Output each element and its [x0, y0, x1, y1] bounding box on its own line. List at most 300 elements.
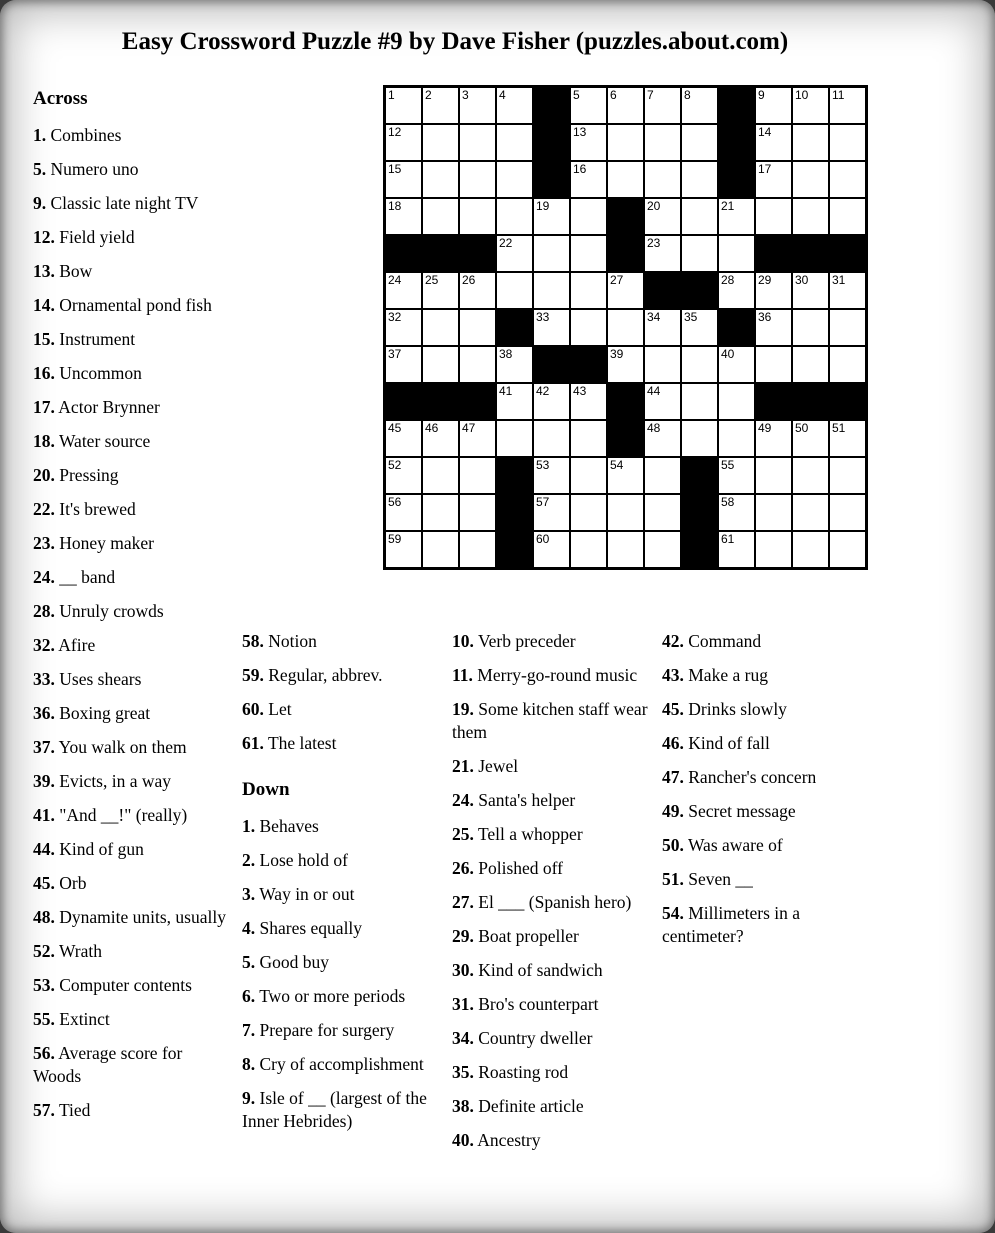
grid-cell[interactable]	[682, 236, 717, 271]
grid-cell[interactable]	[534, 532, 569, 567]
cell-number: 23	[647, 236, 661, 250]
clue-down-29	[452, 925, 659, 948]
grid-cell[interactable]	[534, 199, 569, 234]
cell-number: 47	[462, 421, 476, 435]
clue-text: Bro's counterpart	[478, 994, 599, 1014]
clue-text: Evicts, in a way	[59, 771, 172, 791]
clue-across-14	[33, 294, 233, 317]
clue-text: Afire	[58, 635, 96, 655]
black-cell	[460, 384, 495, 419]
grid-cell[interactable]	[645, 236, 680, 271]
clue-down-31	[452, 993, 659, 1016]
clue-number: 28.	[33, 601, 55, 621]
grid-cell[interactable]	[460, 310, 495, 345]
grid-cell[interactable]	[645, 384, 680, 419]
clue-number: 46.	[662, 733, 684, 753]
grid-cell[interactable]	[571, 384, 606, 419]
grid-cell[interactable]	[756, 199, 791, 234]
grid-cell[interactable]	[830, 347, 865, 382]
clue-number: 31.	[452, 994, 474, 1014]
clue-number: 14.	[33, 295, 55, 315]
cell-number: 37	[388, 347, 402, 361]
clue-down-7	[242, 1019, 433, 1042]
clue-across-41	[33, 804, 233, 827]
grid-cell[interactable]	[460, 495, 495, 530]
grid-cell[interactable]	[608, 495, 643, 530]
grid-cell[interactable]	[571, 495, 606, 530]
grid-cell[interactable]	[571, 162, 606, 197]
grid-cell[interactable]	[386, 495, 421, 530]
grid-cell[interactable]	[645, 495, 680, 530]
grid-cell[interactable]	[756, 421, 791, 456]
clue-across-61	[242, 732, 433, 755]
clue-text: Cry of accomplishment	[259, 1054, 424, 1074]
grid-cell[interactable]	[830, 125, 865, 160]
grid-cell[interactable]	[423, 125, 458, 160]
black-cell	[534, 347, 569, 382]
grid-cell[interactable]	[386, 458, 421, 493]
grid-cell[interactable]	[793, 310, 828, 345]
grid-cell[interactable]	[756, 495, 791, 530]
grid-cell[interactable]	[756, 88, 791, 123]
black-cell	[719, 88, 754, 123]
grid-cell[interactable]	[423, 310, 458, 345]
black-cell	[534, 125, 569, 160]
black-cell	[830, 384, 865, 419]
grid-cell[interactable]	[645, 458, 680, 493]
clue-text: Let	[268, 699, 292, 719]
grid-cell[interactable]	[497, 421, 532, 456]
grid-cell[interactable]	[645, 532, 680, 567]
clue-down-50	[662, 834, 869, 857]
black-cell	[682, 495, 717, 530]
clue-text: Wrath	[58, 941, 102, 961]
clue-number: 12.	[33, 227, 55, 247]
grid-cell[interactable]	[423, 162, 458, 197]
clue-text: Numero uno	[50, 159, 139, 179]
clues-column-across	[33, 88, 233, 1133]
clue-text: Country dweller	[478, 1028, 593, 1048]
grid-cell[interactable]	[497, 384, 532, 419]
clue-across-17	[33, 396, 233, 419]
grid-cell[interactable]	[682, 310, 717, 345]
clue-down-10	[452, 630, 659, 653]
clue-text: Make a rug	[688, 665, 768, 685]
clue-down-9	[242, 1087, 433, 1133]
clue-across-15	[33, 328, 233, 351]
grid-cell[interactable]	[793, 162, 828, 197]
clue-text: Classic late night TV	[50, 193, 199, 213]
grid-cell[interactable]	[682, 384, 717, 419]
grid-cell[interactable]	[386, 125, 421, 160]
clue-down-26	[452, 857, 659, 880]
clue-across-52	[33, 940, 233, 963]
cell-number: 48	[647, 421, 661, 435]
clue-number: 34.	[452, 1028, 474, 1048]
grid-cell[interactable]	[534, 421, 569, 456]
cell-number: 45	[388, 421, 402, 435]
crossword-grid	[383, 85, 868, 570]
clue-across-60	[242, 698, 433, 721]
cell-number: 33	[536, 310, 550, 324]
cell-number: 59	[388, 532, 402, 546]
grid-cell[interactable]	[830, 199, 865, 234]
grid-cell[interactable]	[423, 347, 458, 382]
grid-cell[interactable]	[608, 310, 643, 345]
grid-cell[interactable]	[423, 458, 458, 493]
black-cell	[645, 273, 680, 308]
grid-cell[interactable]	[756, 458, 791, 493]
grid-cell[interactable]	[793, 125, 828, 160]
clue-across-39	[33, 770, 233, 793]
grid-cell[interactable]	[608, 162, 643, 197]
clue-number: 33.	[33, 669, 55, 689]
grid-cell[interactable]	[830, 458, 865, 493]
grid-cell[interactable]	[460, 162, 495, 197]
grid-cell[interactable]	[719, 421, 754, 456]
grid-cell[interactable]	[682, 347, 717, 382]
grid-cell[interactable]	[423, 421, 458, 456]
grid-cell[interactable]	[571, 125, 606, 160]
cell-number: 38	[499, 347, 513, 361]
black-cell	[793, 236, 828, 271]
cell-number: 61	[721, 532, 735, 546]
cell-number: 1	[388, 88, 395, 102]
grid-cell[interactable]	[645, 199, 680, 234]
clue-number: 40.	[452, 1130, 474, 1150]
clue-number: 51.	[662, 869, 684, 889]
grid-cell[interactable]	[793, 88, 828, 123]
cell-number: 39	[610, 347, 624, 361]
grid-cell[interactable]	[682, 125, 717, 160]
clue-number: 45.	[33, 873, 55, 893]
cell-number: 20	[647, 199, 661, 213]
grid-cell[interactable]	[423, 273, 458, 308]
cell-number: 57	[536, 495, 550, 509]
grid-cell[interactable]	[682, 162, 717, 197]
grid-cell[interactable]	[830, 532, 865, 567]
grid-cell[interactable]	[756, 532, 791, 567]
grid-cell[interactable]	[497, 273, 532, 308]
clue-down-43	[662, 664, 869, 687]
grid-cell[interactable]	[571, 532, 606, 567]
black-cell	[756, 384, 791, 419]
clue-number: 9.	[33, 193, 47, 213]
cell-number: 3	[462, 88, 469, 102]
grid-cell[interactable]	[645, 125, 680, 160]
cell-number: 12	[388, 125, 402, 139]
grid-cell[interactable]	[534, 495, 569, 530]
grid-cell[interactable]	[460, 125, 495, 160]
grid-cell[interactable]	[571, 199, 606, 234]
clue-down-40	[452, 1129, 659, 1152]
clue-across-58	[242, 630, 433, 653]
grid-cell[interactable]	[719, 199, 754, 234]
clue-text: Lose hold of	[259, 850, 348, 870]
clue-number: 52.	[33, 941, 55, 961]
grid-cell[interactable]	[719, 495, 754, 530]
clue-number: 3.	[242, 884, 256, 904]
clue-number: 39.	[33, 771, 55, 791]
grid-cell[interactable]	[793, 495, 828, 530]
cell-number: 5	[573, 88, 580, 102]
grid-cell[interactable]	[386, 199, 421, 234]
grid-cell[interactable]	[682, 88, 717, 123]
clue-text: Kind of gun	[59, 839, 144, 859]
grid-cell[interactable]	[645, 347, 680, 382]
grid-cell[interactable]	[460, 421, 495, 456]
clue-number: 8.	[242, 1054, 256, 1074]
black-cell	[608, 199, 643, 234]
grid-cell[interactable]	[460, 199, 495, 234]
grid-cell[interactable]	[608, 125, 643, 160]
grid-cell[interactable]	[497, 199, 532, 234]
cell-number: 44	[647, 384, 661, 398]
grid-cell[interactable]	[386, 273, 421, 308]
grid-cell[interactable]	[793, 458, 828, 493]
clue-text: Boat propeller	[478, 926, 579, 946]
black-cell	[719, 310, 754, 345]
clue-number: 10.	[452, 631, 474, 651]
clue-text: Isle of __ (largest of the Inner Hebrides)	[242, 1088, 427, 1131]
clue-across-37	[33, 736, 233, 759]
grid-cell[interactable]	[608, 458, 643, 493]
black-cell	[497, 532, 532, 567]
grid-cell[interactable]	[793, 273, 828, 308]
clue-number: 13.	[33, 261, 55, 281]
black-cell	[497, 310, 532, 345]
cell-number: 52	[388, 458, 402, 472]
clue-across-57	[33, 1099, 233, 1122]
clue-down-35	[452, 1061, 659, 1084]
clues-column-down-middle	[452, 630, 659, 1163]
black-cell	[756, 236, 791, 271]
grid-cell[interactable]	[571, 421, 606, 456]
cell-number: 31	[832, 273, 846, 287]
grid-cell[interactable]	[645, 162, 680, 197]
clue-text: Millimeters in a centimeter?	[662, 903, 801, 946]
clue-down-51	[662, 868, 869, 891]
grid-cell[interactable]	[756, 162, 791, 197]
clue-across-32	[33, 634, 233, 657]
grid-cell[interactable]	[793, 347, 828, 382]
clue-text: Prepare for surgery	[259, 1020, 395, 1040]
cell-number: 30	[795, 273, 809, 287]
grid-cell[interactable]	[497, 347, 532, 382]
grid-cell[interactable]	[830, 162, 865, 197]
clue-number: 25.	[452, 824, 474, 844]
grid-cell[interactable]	[497, 88, 532, 123]
grid-cell[interactable]	[830, 273, 865, 308]
clues-column-across-end-down-start	[242, 630, 433, 1144]
clue-text: Honey maker	[59, 533, 155, 553]
black-cell	[423, 236, 458, 271]
cell-number: 60	[536, 532, 550, 546]
grid-cell[interactable]	[423, 88, 458, 123]
down-header: Down	[242, 779, 290, 800]
grid-cell[interactable]	[386, 347, 421, 382]
clue-number: 30.	[452, 960, 474, 980]
clue-across-45	[33, 872, 233, 895]
grid-cell[interactable]	[571, 310, 606, 345]
clue-text: Notion	[268, 631, 317, 651]
clue-text: Was aware of	[687, 835, 783, 855]
black-cell	[682, 458, 717, 493]
clue-text: Definite article	[478, 1096, 584, 1116]
clue-number: 61.	[242, 733, 264, 753]
grid-cell[interactable]	[719, 236, 754, 271]
grid-cell[interactable]	[830, 88, 865, 123]
black-cell	[534, 162, 569, 197]
grid-cell[interactable]	[645, 88, 680, 123]
clue-number: 18.	[33, 431, 55, 451]
cell-number: 42	[536, 384, 550, 398]
grid-cell[interactable]	[645, 310, 680, 345]
grid-cell[interactable]	[460, 347, 495, 382]
grid-cell[interactable]	[460, 88, 495, 123]
clue-across-33	[33, 668, 233, 691]
clue-across-22	[33, 498, 233, 521]
black-cell	[608, 384, 643, 419]
grid-cell[interactable]	[386, 532, 421, 567]
grid-cell[interactable]	[386, 88, 421, 123]
clue-number: 5.	[33, 159, 47, 179]
grid-cell[interactable]	[756, 273, 791, 308]
clue-down-30	[452, 959, 659, 982]
clue-text: Drinks slowly	[688, 699, 787, 719]
clue-text: Rancher's concern	[688, 767, 817, 787]
grid-cell[interactable]	[830, 310, 865, 345]
grid-cell[interactable]	[793, 199, 828, 234]
grid-cell[interactable]	[682, 421, 717, 456]
clue-number: 24.	[452, 790, 474, 810]
grid-cell[interactable]	[719, 273, 754, 308]
grid-cell[interactable]	[386, 310, 421, 345]
cell-number: 49	[758, 421, 772, 435]
black-cell	[571, 347, 606, 382]
clue-number: 35.	[452, 1062, 474, 1082]
grid-cell[interactable]	[534, 273, 569, 308]
cell-number: 24	[388, 273, 402, 287]
grid-cell[interactable]	[571, 458, 606, 493]
cell-number: 36	[758, 310, 772, 324]
grid-cell[interactable]	[830, 421, 865, 456]
clue-text: "And __!" (really)	[59, 805, 188, 825]
grid-cell[interactable]	[497, 236, 532, 271]
cell-number: 18	[388, 199, 402, 213]
page-title: Easy Crossword Puzzle #9 by Dave Fisher (puzzles.about.com)	[121, 28, 789, 55]
black-cell	[682, 273, 717, 308]
grid-cell[interactable]	[608, 532, 643, 567]
black-cell	[460, 236, 495, 271]
grid-cell[interactable]	[534, 384, 569, 419]
grid-cell[interactable]	[719, 384, 754, 419]
clue-down-4	[242, 917, 433, 940]
grid-cell[interactable]	[571, 236, 606, 271]
cell-number: 9	[758, 88, 765, 102]
grid-cell[interactable]	[497, 162, 532, 197]
grid-cell[interactable]	[460, 458, 495, 493]
cell-number: 41	[499, 384, 513, 398]
clue-across-56	[33, 1042, 233, 1088]
clue-down-25	[452, 823, 659, 846]
clue-number: 38.	[452, 1096, 474, 1116]
clue-number: 16.	[33, 363, 55, 383]
grid-cell[interactable]	[571, 273, 606, 308]
grid-cell[interactable]	[534, 236, 569, 271]
clue-down-6	[242, 985, 433, 1008]
grid-cell[interactable]	[608, 88, 643, 123]
clue-number: 2.	[242, 850, 256, 870]
grid-cell[interactable]	[793, 532, 828, 567]
grid-cell[interactable]	[571, 88, 606, 123]
cell-number: 22	[499, 236, 513, 250]
grid-cell[interactable]	[608, 347, 643, 382]
grid-cell[interactable]	[423, 199, 458, 234]
clue-across-23	[33, 532, 233, 555]
grid-cell[interactable]	[756, 347, 791, 382]
grid-cell[interactable]	[460, 273, 495, 308]
clue-text: Secret message	[688, 801, 796, 821]
cell-number: 21	[721, 199, 735, 213]
clue-text: Pressing	[59, 465, 119, 485]
cell-number: 28	[721, 273, 735, 287]
clue-text: Roasting rod	[478, 1062, 569, 1082]
grid-cell[interactable]	[682, 199, 717, 234]
clue-across-36	[33, 702, 233, 725]
black-cell	[497, 495, 532, 530]
grid-cell[interactable]	[386, 421, 421, 456]
clue-text: Command	[688, 631, 762, 651]
clue-across-53	[33, 974, 233, 997]
clue-number: 23.	[33, 533, 55, 553]
cell-number: 53	[536, 458, 550, 472]
grid-cell[interactable]	[645, 421, 680, 456]
clue-text: Polished off	[478, 858, 563, 878]
clue-down-21	[452, 755, 659, 778]
grid-cell[interactable]	[830, 495, 865, 530]
grid-cell[interactable]	[719, 347, 754, 382]
black-cell	[386, 236, 421, 271]
grid-cell[interactable]	[386, 162, 421, 197]
clue-number: 58.	[242, 631, 264, 651]
clue-number: 37.	[33, 737, 55, 757]
black-cell	[534, 88, 569, 123]
clue-text: Ancestry	[477, 1130, 541, 1150]
grid-cell[interactable]	[534, 310, 569, 345]
clue-number: 1.	[33, 125, 47, 145]
grid-cell[interactable]	[497, 125, 532, 160]
grid-cell[interactable]	[793, 421, 828, 456]
grid-cell[interactable]	[608, 273, 643, 308]
clue-text: Merry-go-round music	[477, 665, 638, 685]
clue-across-1	[33, 124, 233, 147]
grid-cell[interactable]	[719, 532, 754, 567]
black-cell	[497, 458, 532, 493]
grid-cell[interactable]	[460, 532, 495, 567]
cell-number: 46	[425, 421, 439, 435]
clue-text: Some kitchen staff wear them	[452, 699, 648, 742]
grid-cell[interactable]	[423, 532, 458, 567]
clue-text: Instrument	[59, 329, 136, 349]
clue-number: 43.	[662, 665, 684, 685]
clue-text: Orb	[59, 873, 87, 893]
grid-cell[interactable]	[719, 458, 754, 493]
grid-cell[interactable]	[423, 495, 458, 530]
grid-cell[interactable]	[534, 458, 569, 493]
grid-cell[interactable]	[756, 125, 791, 160]
grid-cell[interactable]	[756, 310, 791, 345]
